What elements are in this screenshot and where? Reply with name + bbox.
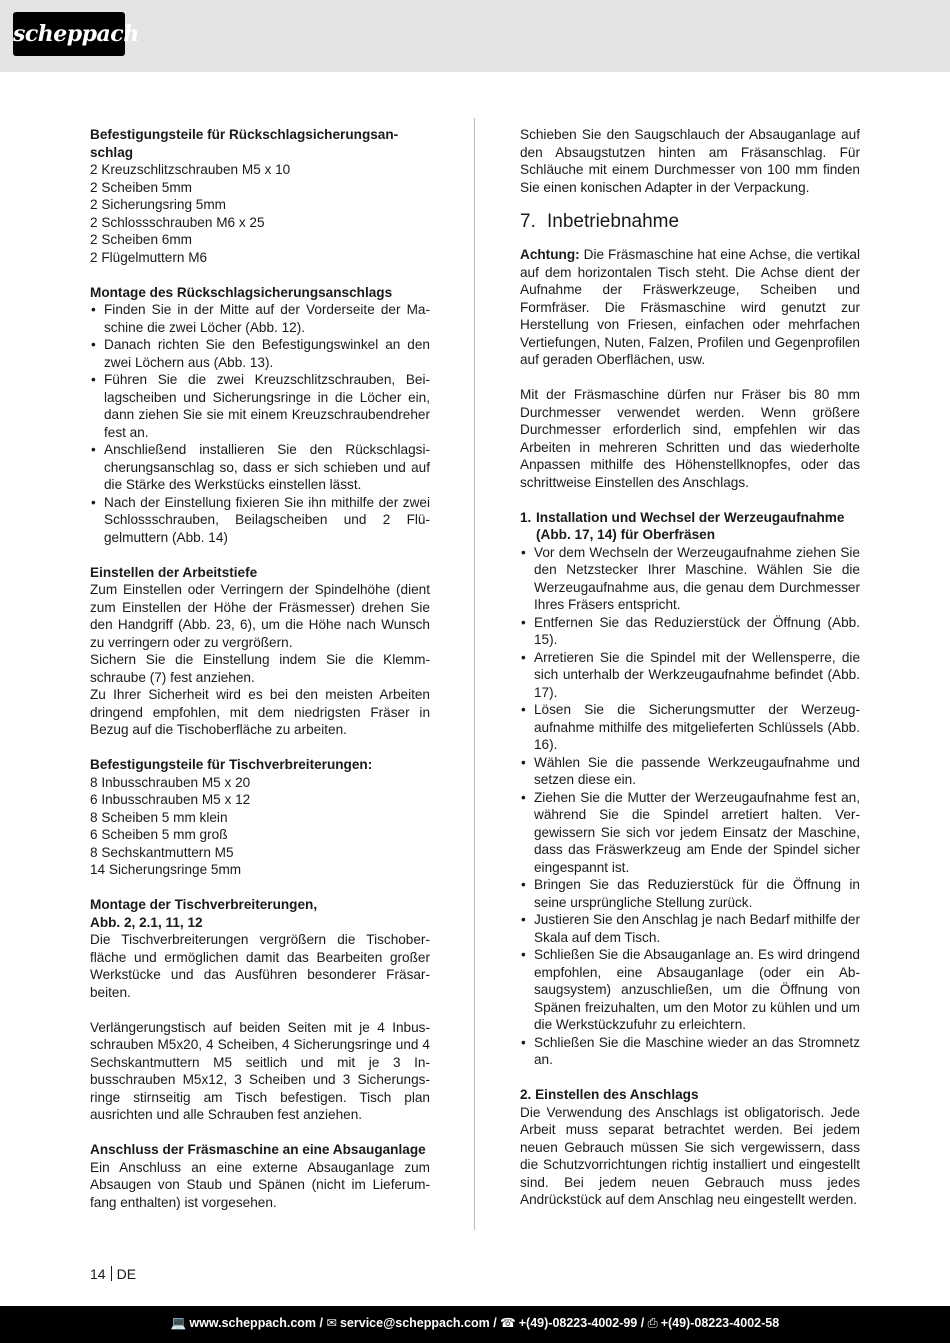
bullet-item: • Schließen Sie die Maschine wieder an das Stromnetz an.: [520, 1034, 860, 1069]
subheading-number: 1.: [520, 509, 532, 525]
fax-icon: ⎙: [647, 1316, 658, 1330]
page-separator: [111, 1266, 112, 1281]
bullet-item: • Bringen Sie das Reduzierstück für die Öffnung in seine ursprüngliche Stellung zurück.: [520, 876, 860, 911]
paragraph: Die Tischverbreiterungen vergrößern die Tischoberfläche und ermöglichen damit das Bearbeiten großer Werkstücke und das Ausführen besonderer Fräsarbeiten.: [90, 932, 430, 1000]
list-item: 8 Sechskantmuttern M5: [90, 844, 234, 860]
paragraph: Ein Anschluss an eine externe Absauganlage zum Absaugen von Staub und Spänen (nicht im Lieferumfang enthalten) ist vorgesehen.: [90, 1159, 430, 1210]
section-heading: [520, 210, 860, 234]
bullet-item: • Nach der Einstellung fixieren Sie ihn mithilfe der zwei Schlossschrauben, Beilagscheiben und 2 Flügelmuttern (Abb. 14): [90, 494, 430, 547]
list-item: 2 Kreuzschlitzschrauben M5 x 10: [90, 162, 291, 177]
bullet-item: • Führen Sie die zwei Kreuzschlitzschrauben, Beilagscheiben und Sicherungsringe in die Löcher ein, dann ziehen Sie sie mit einem Kreuzschraubendreher fest an.: [90, 371, 430, 441]
page-number-value: 14: [90, 1266, 106, 1282]
attention-text: Die Fräsmaschine hat eine Achse, die vertikal auf dem horizontalen Tisch steht. Die Achse dient der Aufnahme der Fräswerkzeuge, Scheiben und Formfräser. Die Fräsmaschine wird genutzt zur Herstellung von Friesen, einfachen oder mehrfachen Vertiefungen, Nuten, Falzen, Profilen und Gegenprofilen auf geraden Oberflächen, usw.: [520, 247, 860, 367]
list-item: 8 Inbusschrauben M5 x 20: [90, 774, 251, 790]
list-item: 6 Inbusschrauben M5 x 12: [90, 792, 251, 807]
page-language: DE: [116, 1266, 137, 1282]
right-column: [520, 126, 860, 1209]
list-item: 2 Schlossschrauben M6 x 25: [90, 214, 265, 230]
bullet-item: • Danach richten Sie den Befestigungswinkel an den zwei Löchern aus (Abb. 13).: [90, 336, 430, 371]
subheading-installation: [520, 509, 860, 544]
heading-extraction: Anschluss der Fräsmaschine an eine Absauganlage: [90, 1142, 426, 1157]
page-number: [90, 1266, 136, 1282]
left-column: [90, 126, 430, 1211]
paragraph: Sichern Sie die Einstellung indem Sie die Klemmschraube (7) fest anziehen.: [90, 652, 430, 685]
bullet-item: • Ziehen Sie die Mutter der Werzeugaufnahme fest an, während Sie die Spindel arretiert halten. Vergewissern Sie sich vor jedem Einsatz der Maschine, dass das Fräswerkzeug am Ende der Spindel sicher eingespannt ist.: [520, 789, 860, 877]
heading-fixing-anchor: Befestigungsteile für Rückschlagsicherungsanschlag: [90, 127, 399, 160]
paragraph: Verlängerungstisch auf beiden Seiten mit je 4 Inbusschrauben M5x20, 4 Scheiben, 4 Sicherungsringe und 4 Sechskantmuttern M5 seitlich und mit je 3 Inbusschrauben M5x12, 3 Scheiben und 3 Sicherungsringe stirnseitig am Tisch befestigen. Tisch plan ausrichten und alle Schrauben fest anziehen.: [90, 1019, 430, 1122]
paragraph: Schieben Sie den Saugschlauch der Absauganlage auf den Absaugstutzen hinten am Fräsanschlag. Für Schläuche mit einem Durchmesser von 100 mm finden Sie einen konischen Adapter in der Verpackung.: [520, 127, 860, 195]
installation-bullets: [520, 544, 860, 1069]
bullet-item: • Justieren Sie den Anschlag je nach Bedarf mithilfe der Skala auf dem Tisch.: [520, 911, 860, 946]
computer-icon: 💻: [170, 1316, 187, 1330]
list-item: 14 Sicherungsringe 5mm: [90, 862, 242, 877]
list-item: 2 Sicherungsring 5mm: [90, 197, 226, 212]
heading-mount-extension-figs: Abb. 2, 2.1, 11, 12: [90, 914, 203, 930]
bullet-item: • Lösen Sie die Sicherungsmutter der Werzeugaufnahme mithilfe des mitgelieferten Schlüssels (Abb. 16).: [520, 701, 860, 754]
phone-icon: ☎: [500, 1316, 516, 1330]
heading-depth: Einstellen der Arbeitstiefe: [90, 564, 258, 580]
footer-website[interactable]: www.scheppach.com /: [189, 1316, 323, 1330]
subheading-text: Installation und Wechsel der Werzeugaufnahme (Abb. 17, 14) für Oberfräsen: [536, 509, 845, 542]
fixing-anchor-list: [90, 161, 430, 266]
scheppach-logo: scheppach: [13, 12, 125, 56]
footer-bar: [0, 1306, 950, 1343]
footer-fax: +(49)-08223-4002-58: [660, 1316, 780, 1330]
list-item: 2 Scheiben 5mm: [90, 179, 193, 195]
list-item: 6 Scheiben 5 mm groß: [90, 827, 228, 842]
bullet-item: • Anschließend installieren Sie den Rückschlagsicherungsanschlag so, dass er sich schieben und auf die Stärke des Werkstücks einstellen lässt.: [90, 441, 430, 494]
attention-paragraph: [520, 246, 860, 369]
column-divider: [474, 118, 475, 1230]
header-band: [0, 0, 950, 72]
email-icon: ✉: [326, 1316, 337, 1330]
section-title: Inbetriebnahme: [547, 211, 680, 232]
bullet-item: • Vor dem Wechseln der Werzeugaufnahme ziehen Sie den Netzstecker Ihrer Maschine. Wählen Sie die Werzeugaufnahme aus, die genau dem Durchmesser Ihres Fräsers entspricht.: [520, 544, 860, 614]
paragraph: Mit der Fräsmaschine dürfen nur Fräser bis 80 mm Durchmesser verwendet werden. Wenn größere Durchmesser erforderlich sind, empfehlen wir das Arbeiten in mehreren Schritten und das wiederholte Anpassen mithilfe des Höhenstellknopfes, oder das schrittweise Einstellen des Anschlags.: [520, 387, 860, 490]
footer-email[interactable]: service@scheppach.com /: [339, 1316, 497, 1330]
bullet-item: • Arretieren Sie die Spindel mit der Wellensperre, die sich unterhalb der Werkzeugaufnahme befindet (Abb. 17).: [520, 649, 860, 702]
bullet-item: • Schließen Sie die Absauganlage an. Es wird dringend empfohlen, eine Absauganlage (oder ein Absaugsystem) anzuschließen, um die Öffnung von Spänen freizuhalten, um den Motor zu kühlen und um die Werkstückzufuhr zu erleichtern.: [520, 946, 860, 1034]
heading-mount-anchor: Montage des Rückschlagsicherungsanschlags: [90, 284, 393, 300]
bullet-item: • Entfernen Sie das Reduzierstück der Öffnung (Abb. 15).: [520, 614, 860, 649]
section-number: 7.: [520, 211, 536, 232]
list-item: 8 Scheiben 5 mm klein: [90, 809, 228, 825]
list-item: 2 Scheiben 6mm: [90, 232, 193, 247]
fixing-extension-list: [90, 774, 430, 879]
attention-label: Achtung:: [520, 247, 580, 262]
footer-phone: +(49)-08223-4002-99 /: [518, 1316, 645, 1330]
paragraph: Zum Einstellen oder Verringern der Spindelhöhe (dient zum Einstellen der Höhe der Fräsmesser) drehen Sie den Handgriff (Abb. 23, 6), um die Höhe nach Wunsch zu verringern oder zu vergrößern.: [90, 582, 430, 650]
heading-mount-extension: Montage der Tischverbreiterungen,: [90, 897, 318, 912]
mount-anchor-bullets: [90, 301, 430, 546]
paragraph: Zu Ihrer Sicherheit wird es bei den meisten Arbeiten dringend empfohlen, mit dem niedrigsten Fräser in Bezug auf die Tischoberfläche zu arbeiten.: [90, 687, 430, 737]
list-item: 2 Flügelmuttern M6: [90, 249, 208, 265]
subheading-fence: 2. Einstellen des Anschlags: [520, 1087, 699, 1102]
bullet-item: • Finden Sie in der Mitte auf der Vorderseite der Maschine die zwei Löcher (Abb. 12).: [90, 301, 430, 336]
bullet-item: • Wählen Sie die passende Werkzeugaufnahme und setzen diese ein.: [520, 754, 860, 789]
paragraph: Die Verwendung des Anschlags ist obligatorisch. Jede Arbeit muss separat betrachtet werden. Bei jedem neuen Gebrauch müssen Sie sich vergewissern, dass die Schutzvorrichtungen richtig installiert und eingestellt sind. Bei jedem neuen Gebrauch muss jedes Andrückstück auf dem Anschlag neu eingestellt werden.: [520, 1104, 860, 1207]
heading-fixing-extension: Befestigungsteile für Tischverbreiterungen:: [90, 757, 373, 772]
